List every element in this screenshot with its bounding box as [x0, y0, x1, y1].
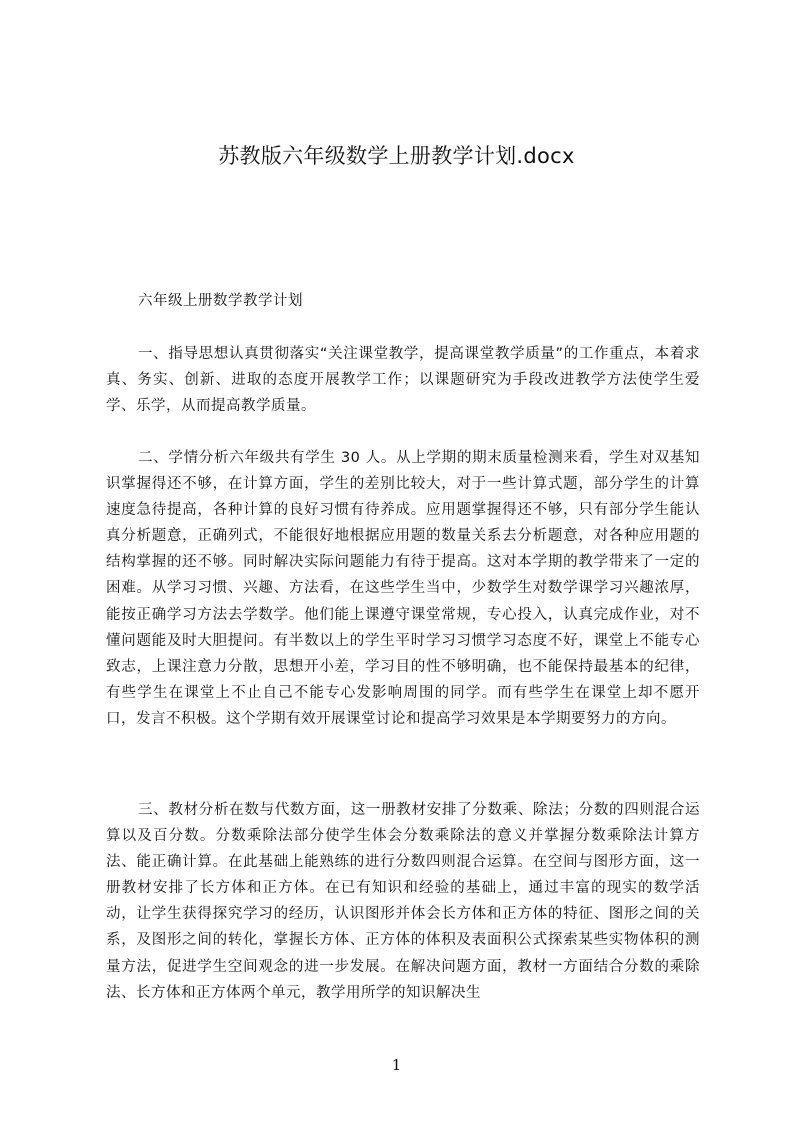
plan-subtitle: 六年级上册数学教学计划 [138, 293, 303, 309]
paragraph-guiding-ideology: 一、指导思想认真贯彻落实“关注课堂教学，提高课堂教学质量”的工作重点，本着求真、务实、创新、进取的态度开展教学工作；以课题研究为手段改进教学方法使学生爱学、乐学，从而提高教学质量。 [106, 346, 700, 415]
paragraph-textbook-analysis: 三、教材分析在数与代数方面，这一册教材安排了分数乘、除法；分数的四则混合运算以及百分数。分数乘除法部分使学生体会分数乘除法的意义并掌握分数乘除法计算方法、能正确计算。在此基础上能熟练的进行分数四则混合运算。在空间与图形方面，这一册教材安排了长方体和正方体。在已有知识和经验的基础上，通过丰富的现实的数学活动，让学生获得探究学习的经历，认识图形并体会长方体和正方体的特征、图形之间的关系，及图形之间的转化，掌握长方体、正方体的体积及表面积公式探索某些实物体积的测量方法，促进学生空间观念的进一步发展。在解决问题方面，教材一方面结合分数的乘除法、长方体和正方体两个单元，教学用所学的知识解决生 [106, 802, 700, 1001]
paragraph-student-analysis: 二、学情分析六年级共有学生 30 人。从上学期的期末质量检测来看，学生对双基知识掌握得还不够，在计算方面，学生的差别比较大，对于一些计算式题，部分学生的计算速度急待提高，各种计算的良好习惯有待养成。应用题掌握得还不够，只有部分学生能认真分析题意，正确列式，不能很好地根据应用题的数量关系去分析题意，对各种应用题的结构掌握的还不够。同时解决实际问题能力有待于提高。这对本学期的教学带来了一定的困难。从学习习惯、兴趣、方法看，在这些学生当中，少数学生对数学课学习兴趣浓厚，能按正确学习方法去学数学。他们能上课遵守课堂常规，专心投入，认真完成作业，对不懂问题能及时大胆提问。有半数以上的学生平时学习习惯学习态度不好，课堂上不能专心致志，上课注意力分散，思想开小差，学习目的性不够明确，也不能保持最基本的纪律，有些学生在课堂上不止自己不能专心发影响周围的同学。而有些学生在课堂上却不愿开口，发言不积极。这个学期有效开展课堂讨论和提高学习效果是本学期要努力的方向。 [106, 450, 700, 727]
page-number: 1 [391, 1056, 402, 1074]
document-title: 苏教版六年级数学上册教学计划.docx [218, 144, 575, 168]
